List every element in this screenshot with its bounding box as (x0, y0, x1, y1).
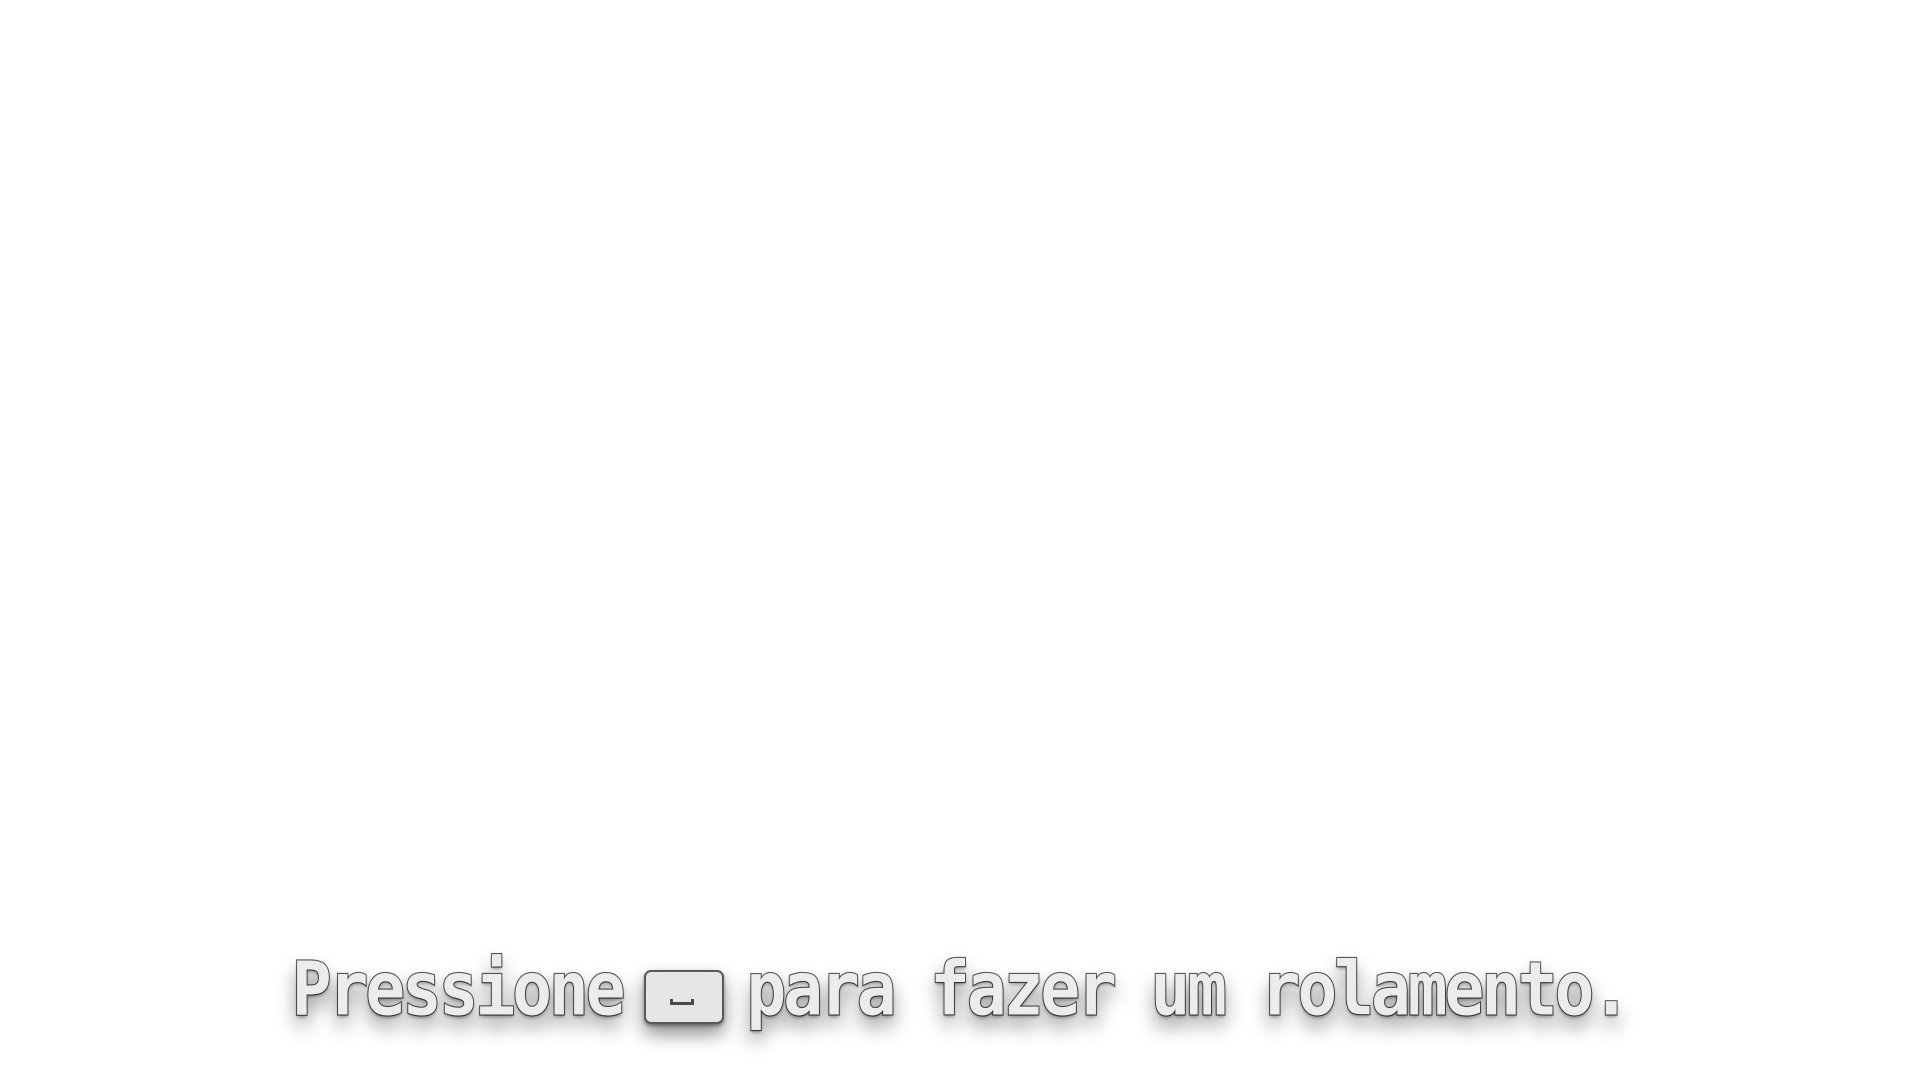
prompt-text-after-key: para fazer um rolamento. (746, 946, 1629, 1033)
space-key-icon (644, 970, 724, 1024)
space-symbol-icon (670, 999, 694, 1005)
prompt-text-before-key: Pressione (291, 946, 623, 1033)
tutorial-prompt (0, 945, 1920, 1035)
